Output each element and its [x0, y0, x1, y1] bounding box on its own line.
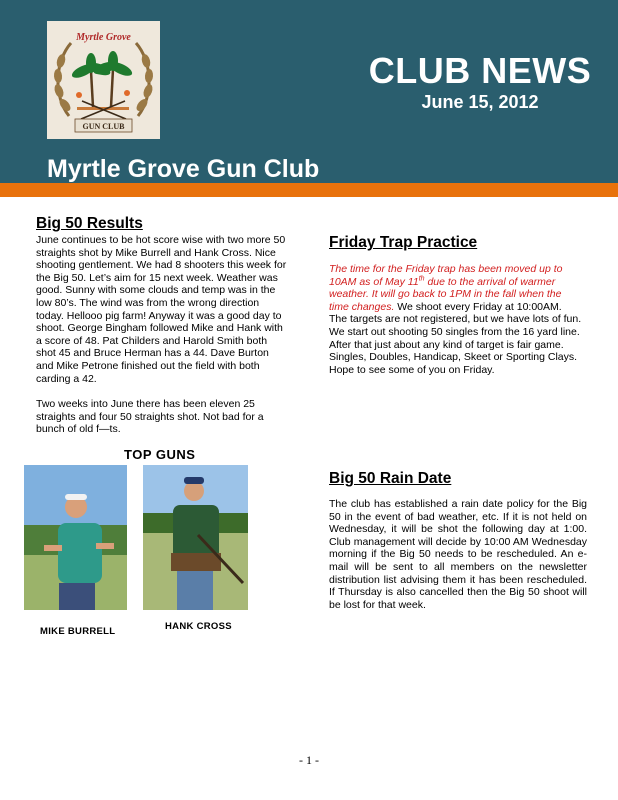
big50-paragraph-2: Two weeks into June there has been eleven 25 straights and four 50 straights shot. Not bad for a bunch of old f—ts.: [36, 398, 264, 436]
logo-bottom-text: GUN CLUB: [82, 122, 125, 131]
hank-cross-photo: [143, 465, 248, 610]
accent-bar: [0, 183, 618, 197]
big50-paragraph-1: June continues to be hot score wise with two more 50 straights shot by Mike Burrell and Hank Cross. Nice shooting gentlement. We had 8 shooters this week for the Big 50. Let’s aim for 15 next week. Weather was good. Sunny with some clouds and temp was in the low 80’s. The wind was from the wrong direction today. Hellooo pig farm! Anyway it was a good day to shoot. George Bingham followed Mike and Hank with a score of 48. Pat Childers and Harold Smith both shot 45 and Bruce Herman has a 44. Dave Burton and Mike Petrone finished out the field with both carding a 42.: [36, 234, 287, 385]
friday-paragraph: [329, 263, 582, 376]
top-guns-heading: TOP GUNS: [124, 447, 196, 462]
caption-mike-burrell: MIKE BURRELL: [40, 626, 116, 637]
newsletter-date: June 15, 2012: [421, 92, 539, 112]
friday-red-superscript: th: [418, 275, 425, 283]
mike-burrell-photo: [24, 465, 127, 610]
club-logo: [47, 21, 160, 139]
caption-hank-cross: HANK CROSS: [165, 621, 232, 632]
club-name: Myrtle Grove Gun Club: [47, 155, 320, 183]
friday-heading: Friday Trap Practice: [329, 234, 478, 251]
logo-top-text: Myrtle Grove: [76, 32, 131, 43]
friday-red-part-a: The time for the Friday trap has been moved up to 10AM as of May 11: [329, 263, 563, 288]
page-number: - 1 -: [299, 753, 319, 767]
friday-red-part-b: due to the arrival of warmer weather. It will go back to 1PM in the fall when the time changes.: [329, 275, 562, 313]
newsletter-title: CLUB NEWS: [368, 50, 592, 91]
friday-body-text: We shoot every Friday at 10:00AM. The targets are not registered, but we have lots of fun. We start out shooting 50 singles from the 16 yard line. After that just about any kind of target is fair game. Singles, Doubles, Handicap, Skeet or Sporting Clays. Hope to see some of you on Friday.: [329, 300, 582, 376]
rain-date-heading: Big 50 Rain Date: [329, 470, 452, 487]
big50-heading: Big 50 Results: [36, 215, 143, 232]
rain-date-paragraph: The club has established a rain date policy for the Big 50 in the event of bad weather, etc. If it is not held on Wednesday, it will be shot the following day at 1:00. Club management will decide by 10:00 AM Wednesday morning if the Big 50 needs to be rescheduled. An e-mail will be sent to all members on the newsletter distribution list advising them it has been rescheduled. If Thursday is also cancelled then the Big 50 shoot will be lost for that week.: [329, 498, 587, 611]
